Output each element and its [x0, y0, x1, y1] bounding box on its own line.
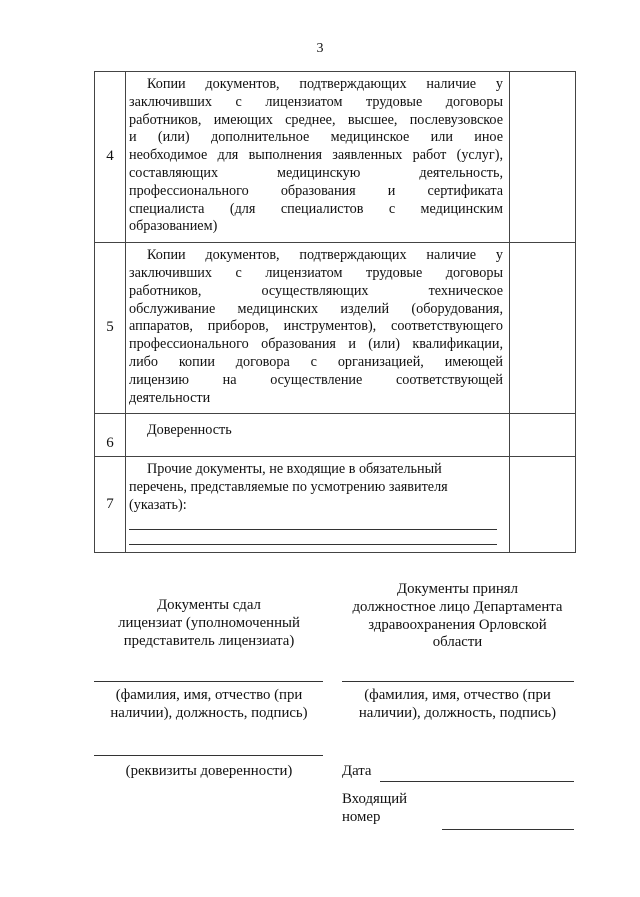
row-mark-cell — [510, 243, 576, 414]
documents-table — [94, 71, 576, 553]
incoming-number-label: Входящий номер — [342, 791, 408, 825]
row-description: Прочие документы, не входящие в обязательный перечень, представляемые по усмотрению заявителя (указать): — [126, 457, 510, 553]
table-row — [95, 414, 576, 457]
power-of-attorney-line[interactable] — [94, 755, 323, 756]
row-number: 4 — [95, 72, 126, 243]
accepted-by-title: Документы принял должностное лицо Департамента здравоохранения Орловской области — [352, 581, 563, 651]
fill-in-line[interactable] — [129, 530, 497, 545]
date-label: Дата — [342, 763, 372, 779]
row-number: 6 — [95, 414, 126, 457]
receiver-signature-line[interactable] — [342, 681, 574, 682]
power-of-attorney-caption: (реквизиты доверенности) — [125, 763, 293, 779]
date-line[interactable] — [380, 781, 574, 782]
row-number: 7 — [95, 457, 126, 553]
table-row — [95, 243, 576, 414]
row-number: 5 — [95, 243, 126, 414]
receiver-name-caption: (фамилия, имя, отчество (при наличии), должность, подпись) — [358, 687, 557, 721]
row-description: Копии документов, подтверждающих наличие у заключивших с лицензиатом трудовые договоры работников, осуществляющих техническое обслуживание медицинских изделий (оборудования, аппаратов, приборов, инструментов), соответствующего профессионального образования и (или) квалификации, либо копии договора с организацией, имеющей лицензию на осуществление соответствующей деятельности — [126, 243, 510, 414]
row-description: Доверенность — [126, 414, 510, 457]
submitter-signature-line[interactable] — [94, 681, 323, 682]
submitter-name-caption: (фамилия, имя, отчество (при наличии), должность, подпись) — [110, 687, 308, 721]
page-number: 3 — [316, 41, 324, 56]
submitted-by-title: Документы сдал лицензиат (уполномоченный представитель лицензиата) — [118, 597, 300, 649]
row-mark-cell — [510, 72, 576, 243]
incoming-number-line[interactable] — [442, 829, 574, 830]
row-description: Копии документов, подтверждающих наличие у заключивших с лицензиатом трудовые договоры работников, имеющих среднее, высшее, послевузовское и (или) дополнительное медицинское или иное необходимое для выполнения заявленных работ (услуг), составляющих медицинскую деятельность, профессионального образования и сертификата специалиста (для специалистов с медицинским образованием) — [126, 72, 510, 243]
table-row — [95, 72, 576, 243]
fill-in-line[interactable] — [129, 515, 497, 530]
table-row — [95, 457, 576, 553]
row-mark-cell — [510, 457, 576, 553]
row-mark-cell — [510, 414, 576, 457]
